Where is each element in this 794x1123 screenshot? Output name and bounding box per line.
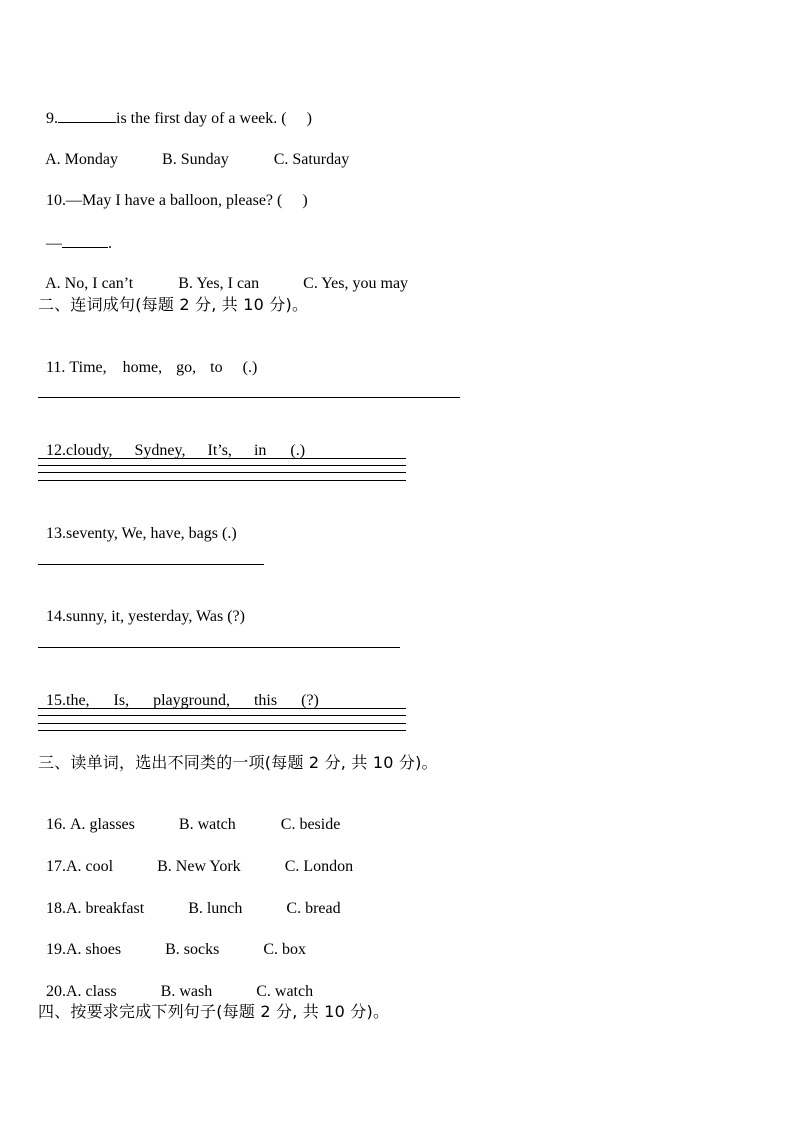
question-10-options: [38, 254, 408, 294]
option-c[interactable]: C. Saturday: [273, 151, 350, 168]
answer-line[interactable]: [38, 397, 460, 398]
word: playground,: [153, 692, 230, 709]
option-b[interactable]: B. wash: [160, 983, 213, 1000]
question-18: [38, 879, 341, 919]
word: home,: [122, 359, 163, 376]
question-12: [38, 421, 305, 461]
option-b[interactable]: B. Sunday: [162, 151, 229, 168]
word: (.): [242, 359, 258, 376]
writing-line-4[interactable]: [38, 480, 406, 481]
word: this: [253, 692, 278, 709]
writing-line-3[interactable]: [38, 723, 406, 724]
section-2-heading: 二、连词成句(每题 2 分, 共 10 分)。: [38, 295, 309, 314]
question-words: sunny, it, yesterday, Was (?): [66, 608, 245, 625]
question-number: 17.: [46, 858, 66, 875]
question-19: [38, 920, 306, 960]
option-a[interactable]: A. glasses: [70, 816, 135, 833]
option-b[interactable]: B. Yes, I can: [178, 275, 260, 292]
option-a[interactable]: A. class: [66, 983, 117, 1000]
option-a[interactable]: A. breakfast: [66, 900, 145, 917]
question-14: [38, 587, 245, 627]
word: go,: [176, 359, 197, 376]
word: It’s,: [207, 442, 232, 459]
question-16: [38, 795, 340, 835]
word: (.): [290, 442, 306, 459]
question-number: 12.: [46, 442, 66, 459]
question-words: seventy, We, have, bags (.): [66, 525, 237, 542]
question-number: 18.: [46, 900, 66, 917]
question-10-reply: [38, 213, 112, 254]
option-a[interactable]: A. shoes: [66, 941, 122, 958]
answer-blank[interactable]: [62, 233, 108, 248]
question-number: 14.: [46, 608, 66, 625]
dialog-line-a: —May I have a balloon, please? ( ): [66, 192, 308, 209]
answer-line[interactable]: [38, 647, 400, 648]
question-number: 10.: [46, 192, 66, 209]
question-10: [38, 171, 308, 211]
question-11: [38, 338, 257, 378]
writing-line-2[interactable]: [38, 715, 406, 716]
word: cloudy,: [66, 442, 113, 459]
question-number: 15.: [46, 692, 66, 709]
word: Is,: [113, 692, 130, 709]
question-number: 19.: [46, 941, 66, 958]
word: Sydney,: [134, 442, 186, 459]
answer-line[interactable]: [38, 564, 264, 565]
writing-line-4[interactable]: [38, 730, 406, 731]
question-13: [38, 504, 237, 544]
word: in: [253, 442, 267, 459]
option-c[interactable]: C. Yes, you may: [303, 275, 409, 292]
writing-line-3[interactable]: [38, 472, 406, 473]
word: to: [210, 359, 223, 376]
word: Time,: [69, 359, 107, 376]
dialog-dash: —: [46, 235, 62, 252]
answer-blank[interactable]: [58, 108, 116, 123]
question-number: 13.: [46, 525, 66, 542]
option-b[interactable]: B. New York: [157, 858, 241, 875]
word: (?): [301, 692, 319, 709]
option-b[interactable]: B. socks: [165, 941, 220, 958]
option-b[interactable]: B. lunch: [188, 900, 243, 917]
question-number: 11.: [46, 359, 66, 376]
option-b[interactable]: B. watch: [178, 816, 236, 833]
option-c[interactable]: C. London: [284, 858, 354, 875]
option-a[interactable]: A. cool: [66, 858, 114, 875]
writing-line-1[interactable]: [38, 458, 406, 459]
option-a[interactable]: A. No, I can’t: [45, 275, 134, 292]
question-20: [38, 962, 313, 1002]
option-c[interactable]: C. box: [263, 941, 307, 958]
question-number: 20.: [46, 983, 66, 1000]
question-number: 16.: [46, 816, 66, 833]
dialog-end: .: [108, 235, 112, 252]
question-9: [38, 88, 312, 129]
question-15: [38, 671, 319, 711]
writing-line-1[interactable]: [38, 708, 406, 709]
section-4-heading: 四、按要求完成下列句子(每题 2 分, 共 10 分)。: [38, 1002, 390, 1021]
section-3-heading: 三、读单词，选出不同类的一项(每题 2 分, 共 10 分)。: [38, 753, 438, 772]
question-number: 9.: [46, 110, 58, 127]
question-9-options: [38, 130, 349, 170]
writing-line-2[interactable]: [38, 465, 406, 466]
option-a[interactable]: A. Monday: [45, 151, 119, 168]
question-17: [38, 837, 353, 877]
question-text: is the first day of a week. ( ): [116, 110, 312, 127]
option-c[interactable]: C. watch: [256, 983, 314, 1000]
word: the,: [66, 692, 90, 709]
option-c[interactable]: C. bread: [286, 900, 341, 917]
option-c[interactable]: C. beside: [280, 816, 341, 833]
